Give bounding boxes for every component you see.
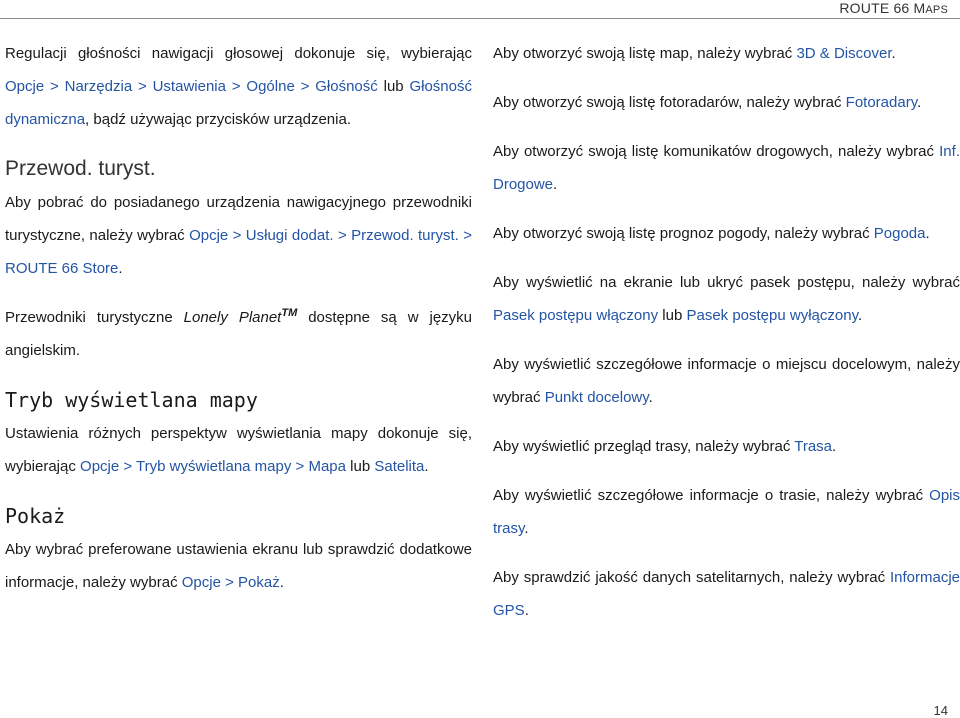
text: Aby wyświetlić szczegółowe informacje o miejscu docelowym, należy wybrać [493,356,960,406]
route-link[interactable]: Trasa [794,438,833,455]
maps-list-paragraph [493,37,960,70]
route-details-paragraph [493,479,960,545]
text: . [524,520,529,537]
text: Aby wyświetlić przegląd trasy, należy wybrać [493,438,795,455]
text: , bądź używając przycisków urządzenia. [85,111,351,128]
text: Regulacji głośności nawigacji głosowej dokonuje się, wybierając [5,45,472,62]
header-title-main: ROUTE 66 M [839,0,926,16]
text: Przewodniki turystyczne [5,309,184,326]
text: . [925,225,930,242]
traffic-paragraph [493,135,960,201]
text: Aby otworzyć swoją listę komunikatów drogowych, należy wybrać [493,143,940,160]
page-number: 14 [933,703,948,718]
show-heading: Pokaż [5,504,66,528]
guides-path-link[interactable]: Opcje > Usługi dodat. > Przewod. turyst. > ROUTE 66 Store [5,227,472,277]
lonely-planet-paragraph [5,301,472,367]
text: dostępne są w języku angielskim. [5,309,473,359]
route-description-link[interactable]: Opis trasy [493,487,960,537]
left-column [5,37,472,599]
satellite-link[interactable]: Satelita [374,458,425,475]
header-title-small-caps: APS [925,4,948,16]
progress-bar-paragraph [493,266,960,332]
weather-link[interactable]: Pogoda [873,225,926,242]
text: . [553,176,558,193]
guides-paragraph [5,186,472,285]
traffic-info-link[interactable]: Inf. Drogowe [493,143,960,193]
text: Ustawienia różnych perspektyw wyświetlania mapy dokonuje się, wybierając [5,425,472,475]
text: . [891,45,896,62]
dynamic-volume-link[interactable]: Głośność dynamiczna [5,78,472,128]
text: . [832,438,837,455]
speed-cameras-paragraph [493,86,960,119]
show-path-link[interactable]: Opcje > Pokaż [181,574,280,591]
speed-cameras-link[interactable]: Fotoradary [845,94,918,111]
text: . [524,602,529,619]
text: . [424,458,429,475]
text: Aby wyświetlić szczegółowe informacje o trasie, należy wybrać [493,487,930,504]
destination-paragraph [493,348,960,414]
menu-path-link[interactable]: Opcje > Narzędzia > Ustawienia > Ogólne > Głośność [5,78,378,95]
volume-paragraph [5,37,472,136]
map-view-heading: Tryb wyświetlana mapy [5,388,258,412]
text: . [118,260,123,277]
text: Aby wyświetlić na ekranie lub ukryć pasek postępu, należy wybrać [493,274,960,291]
weather-paragraph [493,217,960,250]
text: Aby wybrać preferowane ustawienia ekranu lub sprawdzić dodatkowe informacje, należy wybrać [5,541,472,591]
text: . [648,389,653,406]
guides-heading: Przewod. turyst. [5,157,156,180]
route-overview-paragraph [493,430,960,463]
text: Aby otworzyć swoją listę fotoradarów, należy wybrać [493,94,846,111]
3d-discover-link[interactable]: 3D & Discover [796,45,892,62]
gps-paragraph [493,561,960,627]
destination-link[interactable]: Punkt docelowy [544,389,649,406]
text: Aby sprawdzić jakość danych satelitarnych, należy wybrać [493,569,890,586]
text: lub [377,78,410,95]
header-rule [0,18,960,19]
text: Aby otworzyć swoją listę map, należy wybrać [493,45,797,62]
text: Aby pobrać do posiadanego urządzenia nawigacyjnego przewodniki turystyczne, należy wybrać [5,194,472,244]
text: lub [345,458,375,475]
text: Aby otworzyć swoją listę prognoz pogody, należy wybrać [493,225,874,242]
text: . [917,94,922,111]
map-view-path-link[interactable]: Opcje > Tryb wyświetlana mapy > Mapa [80,458,346,475]
text: lub [658,307,687,324]
text: . [857,307,863,324]
trademark: TM [281,307,298,319]
map-view-paragraph [5,417,472,483]
gps-info-link[interactable]: Informacje GPS [493,569,960,619]
text: . [279,574,284,591]
right-column [493,37,960,627]
progress-bar-off-link[interactable]: Pasek postępu wyłączony [686,307,858,324]
running-header [839,0,948,16]
show-paragraph [5,533,472,599]
progress-bar-on-link[interactable]: Pasek postępu włączony [493,307,659,324]
lonely-planet-name: Lonely Planet [183,309,282,326]
